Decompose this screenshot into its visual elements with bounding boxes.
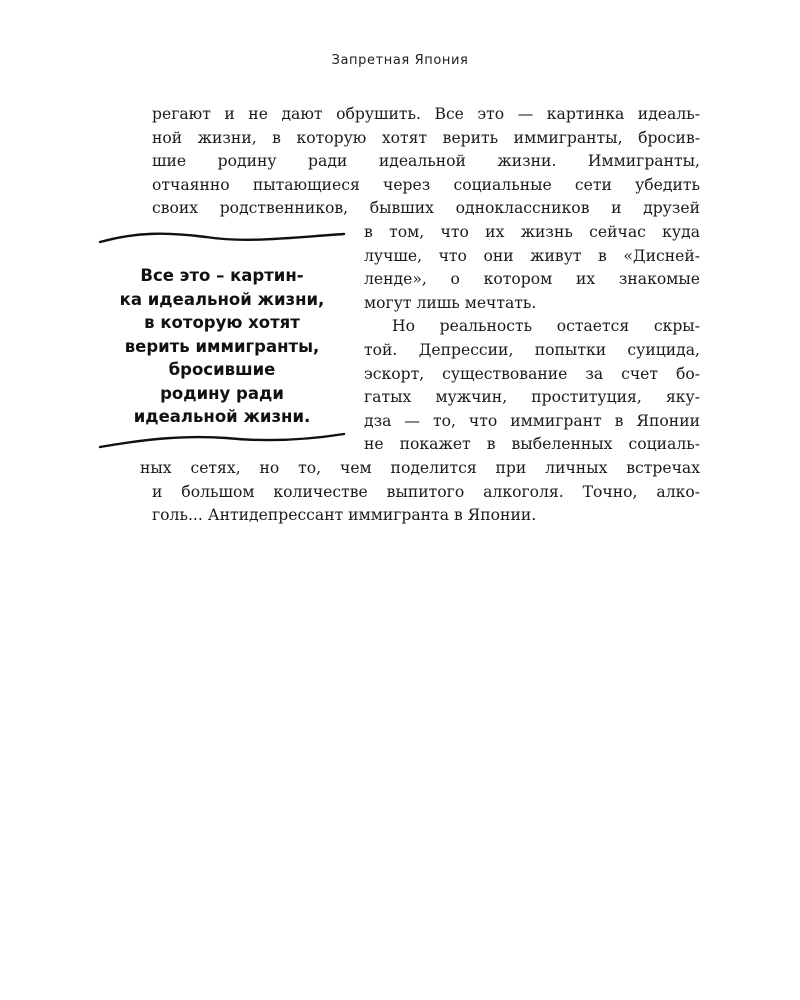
- pullquote-bottom-wave: [96, 431, 348, 451]
- pullquote-line: верить иммигранты,: [124, 336, 320, 356]
- body-line: лучше, что они живут в «Дисней-: [364, 246, 700, 265]
- body-line: ных сетях, но то, чем поделится при личных встречах: [140, 458, 700, 477]
- body-line: Но реальность остается скры-: [392, 317, 700, 336]
- pullquote-line: ка идеальной жизни,: [119, 289, 325, 309]
- body-line: не покажет в выбеленных социаль-: [364, 435, 700, 454]
- body-line: эскорт, существование за счет бо-: [364, 364, 700, 383]
- body-line: дза — то, что иммигрант в Японии: [364, 411, 700, 430]
- body-line: гатых мужчин, проституция, яку-: [364, 388, 700, 407]
- pullquote-line: родину ради: [160, 383, 284, 403]
- pullquote-line: в которую хотят: [144, 313, 300, 332]
- pullquote-line: бросившие: [168, 360, 276, 379]
- body-line: той. Депрессии, попытки суицида,: [364, 340, 700, 359]
- body-line: отчаянно пытающиеся через социальные сети убедить: [152, 175, 700, 194]
- body-line: шие родину ради идеальной жизни. Иммигранты,: [152, 152, 700, 171]
- body-line: регают и не дают обрушить. Все это — картинка идеаль-: [152, 105, 700, 123]
- body-line: ленде», о котором их знакомые: [364, 270, 700, 289]
- pullquote-top-wave: [96, 228, 348, 248]
- body-line: ной жизни, в которую хотят верить иммигранты, бросив-: [152, 128, 700, 147]
- body-line: в том, что их жизнь сейчас куда: [364, 222, 700, 241]
- body-line: своих родственников, бывших одноклассников и друзей: [152, 199, 700, 218]
- body-line: могут лишь мечтать.: [364, 293, 537, 312]
- running-head: Запретная Япония: [331, 53, 469, 68]
- body-line: и большом количестве выпитого алкоголя. Точно, алко-: [152, 482, 700, 501]
- pullquote: [96, 228, 348, 450]
- pullquote-line: идеальной жизни.: [133, 407, 311, 426]
- pullquote-text: [100, 264, 344, 429]
- body-line: голь... Антидепрессант иммигранта в Японии.: [152, 506, 537, 525]
- pullquote-line: Все это – картин-: [140, 266, 304, 285]
